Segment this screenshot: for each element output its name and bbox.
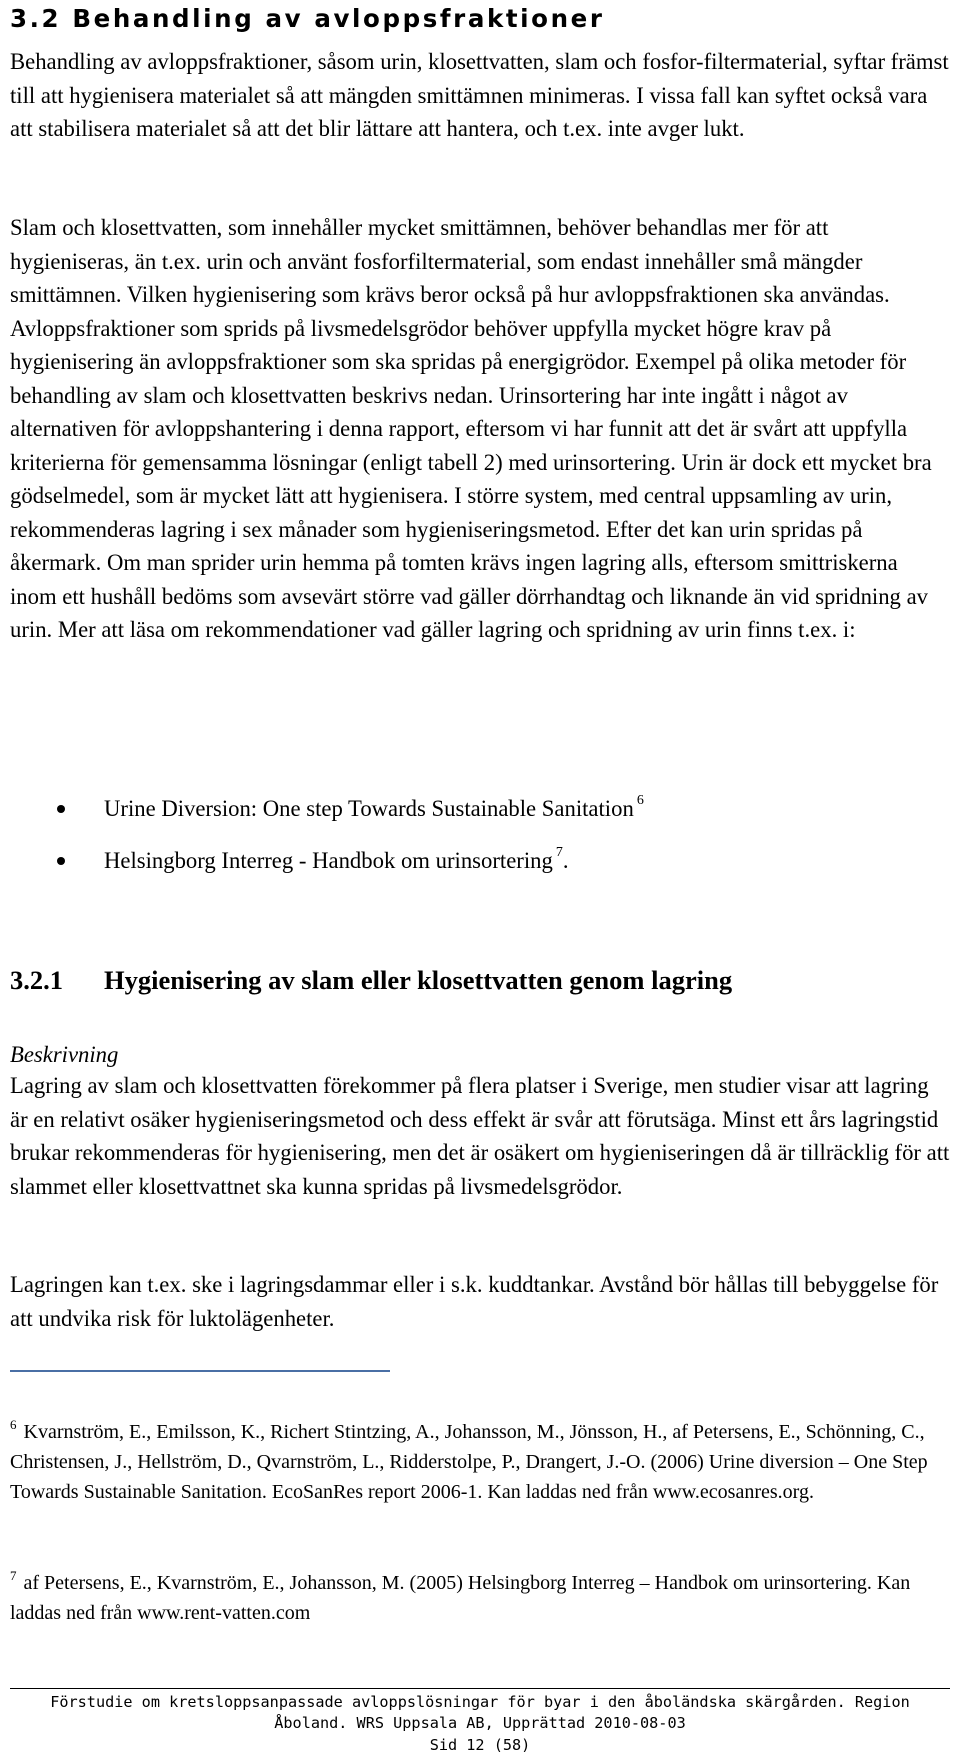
- list-item-tail: .: [562, 848, 569, 873]
- list-item-text: Urine Diversion: One step Towards Sustainable Sanitation: [104, 796, 634, 821]
- footnote-text: af Petersens, E., Kvarnström, E., Johansson, M. (2005) Helsingborg Interreg – Handbok om urinsortering. Kan laddas ned från www.rent-vatten.com: [10, 1572, 911, 1624]
- subsection-number: 3.2.1: [10, 965, 63, 995]
- footnote-ref[interactable]: 7: [555, 845, 563, 860]
- footnote: [10, 1417, 950, 1507]
- list-item: [10, 844, 950, 896]
- footnote-number: 6: [10, 1417, 17, 1432]
- footnote-text: Kvarnström, E., Emilsson, K., Richert Stintzing, A., Johansson, M., Jönsson, H., af Petersens, E., Schönning, C., Christensen, J., Hellström, D., Qvarnström, L., Ridderstolpe, P., Drangert, J.-O. (2006) Urine diversion – One Step Towards Sustainable Sanitation. EcoSanRes report 2006-1. Kan laddas ned från www.ecosanres.org.: [10, 1421, 928, 1503]
- section-heading: 3.2 Behandling av avloppsfraktioner: [10, 4, 605, 33]
- bullet-icon: [57, 857, 65, 865]
- footnote-number: 7: [10, 1568, 17, 1583]
- footer-line-1: Förstudie om kretsloppsanpassade avloppslösningar för byar i den åboländska skärgården. Region: [50, 1693, 910, 1711]
- subsection-label: Beskrivning: [10, 1042, 119, 1067]
- subsection-paragraph-2: Lagringen kan t.ex. ske i lagringsdammar eller i s.k. kuddtankar. Avstånd bör hållas till bebyggelse för att undvika risk för luktolägenheter.: [10, 1272, 939, 1331]
- list-item-text: Helsingborg Interreg - Handbok om urinsortering: [104, 848, 553, 873]
- footer-divider: [10, 1688, 950, 1689]
- subsection-paragraph-1: Lagring av slam och klosettvatten förekommer på flera platser i Sverige, men studier visar att lagring är en relativt osäker hygieniseringsmetod och dess effekt är svår att förutsäga. Minst ett års lagringstid brukar rekommenderas för hygienisering, men det är osäkert om hygieniseringen då är tillräcklig för att slammet eller klosettvattnet ska kunna spridas på livsmedelsgrödor.: [10, 1073, 950, 1199]
- reading-list: [10, 792, 950, 896]
- page-number: Sid 12 (58): [429, 1736, 531, 1754]
- subsection-heading: [10, 963, 732, 997]
- footer-line-2: Åboland. WRS Uppsala AB, Upprättad 2010-08-03: [274, 1714, 686, 1732]
- section-paragraph-1: Behandling av avloppsfraktioner, såsom urin, klosettvatten, slam och fosfor-filtermaterial, syftar främst till att hygienisera materialet så att mängden smittämnen minimeras. I vissa fall kan syftet också vara att stabilisera materialet så att det blir lättare att hantera, och t.ex. inte avger lukt.: [10, 49, 949, 141]
- subsection-title: Hygienisering av slam eller klosettvatten genom lagring: [104, 965, 733, 995]
- footnote-ref[interactable]: 6: [636, 793, 644, 808]
- footnote: [10, 1568, 950, 1628]
- bullet-icon: [57, 805, 65, 813]
- section-paragraph-2: Slam och klosettvatten, som innehåller mycket smittämnen, behöver behandlas mer för att hygieniseras, än t.ex. urin och använt fosforfiltermaterial, som endast innehåller små mängder smittämnen. Vilken hygienisering som krävs beror också på hur avloppsfraktionen ska användas. Avloppsfraktioner som sprids på livsmedelsgrödor behöver uppfylla mycket högre krav på hygienisering än avloppsfraktioner som ska spridas på energigrödor. Exempel på olika metoder för behandling av slam och klosettvatten beskrivs nedan. Urinsortering har inte ingått i något av alternativen för avloppshantering i denna rapport, eftersom vi har funnit att det är svårt att uppfylla kriterierna för gemensamma lösningar (enligt tabell 2) med urinsortering. Urin är dock ett mycket bra gödselmedel, som är mycket lätt att hygienisera. I större system, med central uppsamling av urin, rekommenderas lagring i sex månader som hygieniseringsmetod. Efter det kan urin spridas på åkermark. Om man sprider urin hemma på tomten krävs ingen lagring alls, eftersom smittriskerna inom ett hushåll bedöms som avsevärt större vad gäller dörrhandtag och liknande än vid spridning av urin. Mer att läsa om rekommendationer vad gäller lagring och spridning av urin finns t.ex. i:: [10, 215, 932, 642]
- footnote-divider: [10, 1370, 390, 1372]
- list-item: [10, 792, 950, 844]
